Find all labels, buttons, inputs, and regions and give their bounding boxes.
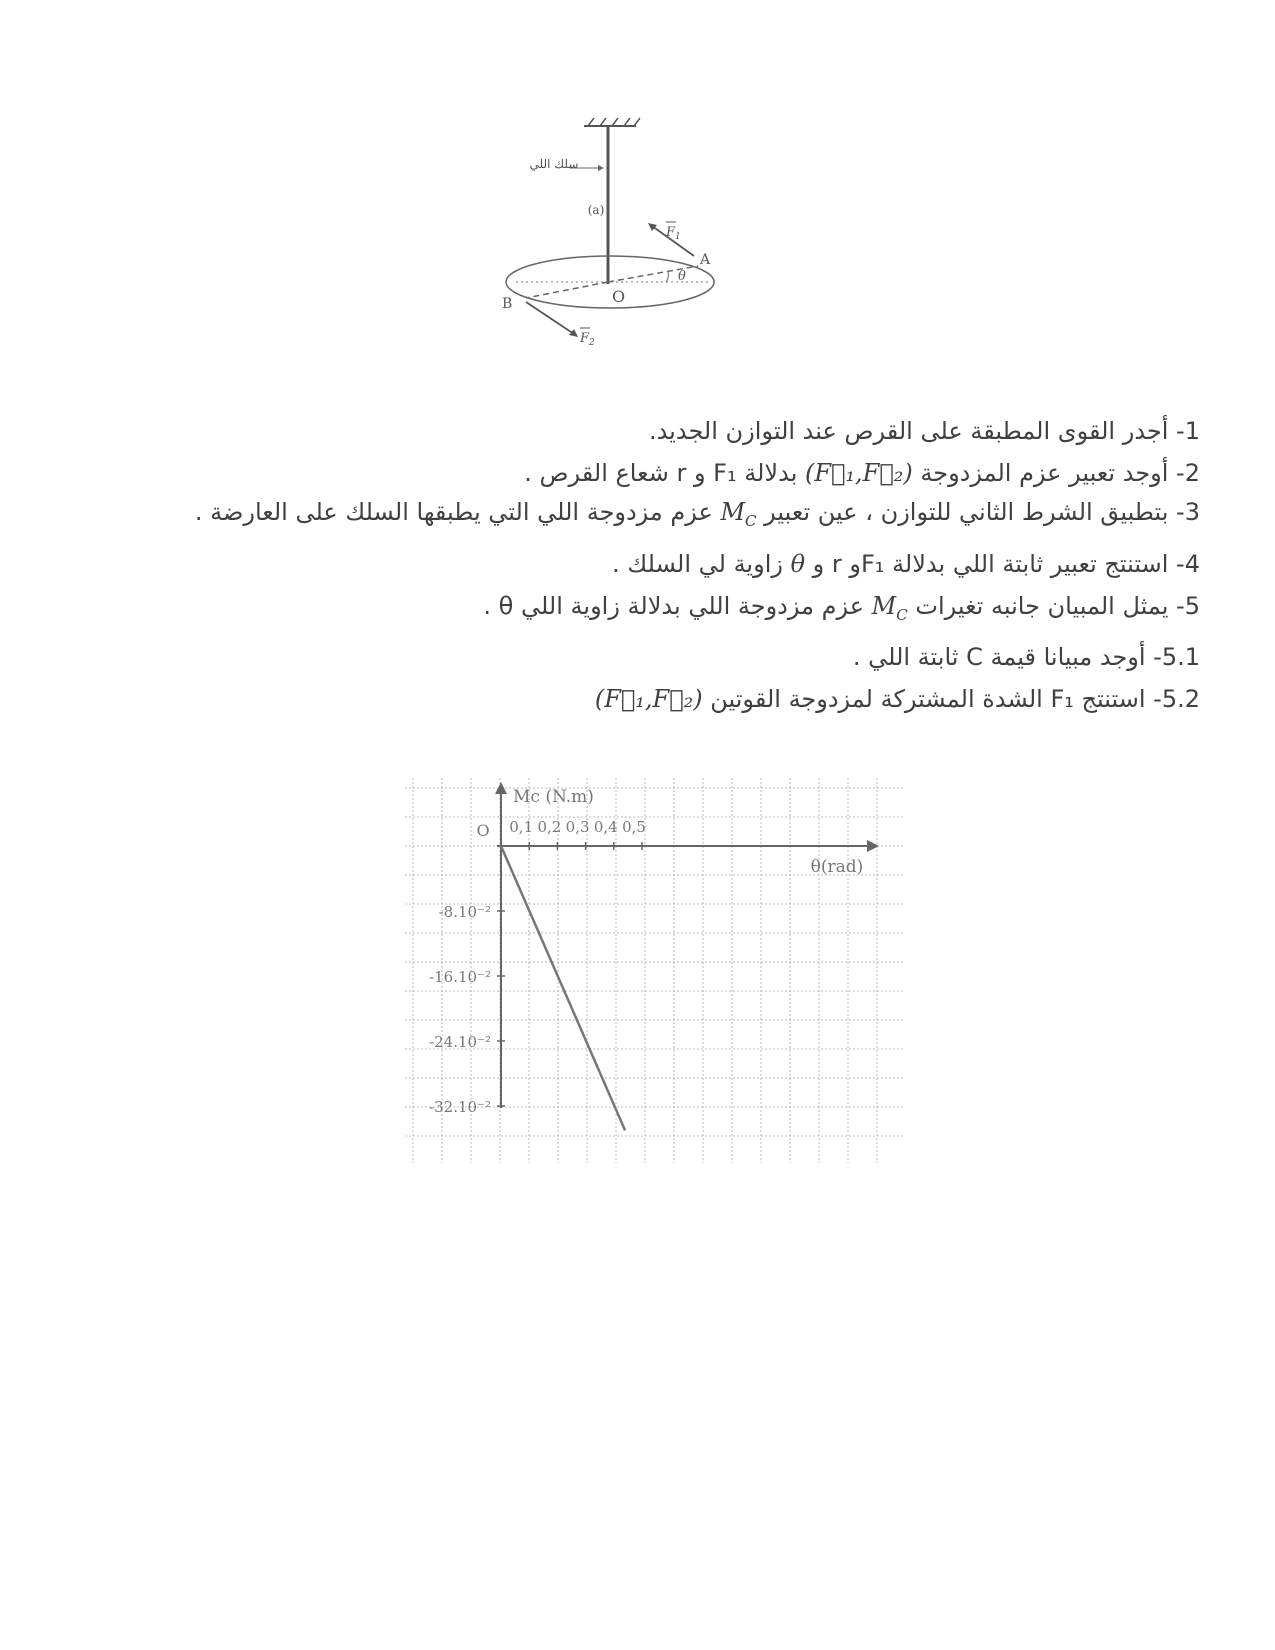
origin-label: O — [476, 821, 490, 840]
question-2-text: 2- أوجد تعبير عزم المزدوجة — [912, 459, 1200, 487]
y-tick-label: -32.10⁻² — [429, 1098, 491, 1116]
x-tick-label: 0,2 — [537, 818, 562, 836]
question-5-1 — [100, 636, 1200, 678]
question-3-text: 3- بتطبيق الشرط الثاني للتوازن ، عين تعبير — [756, 498, 1200, 526]
chart-svg — [405, 778, 905, 1163]
force1-label: $F_1$ — [666, 225, 681, 242]
question-4-text: 4- استنتج تعبير ثابتة اللي بدلالة F₁و r و — [805, 549, 1200, 578]
question-3-tail: عزم مزدوجة اللي التي يطبقها السلك على العارضة . — [194, 498, 721, 526]
question-3 — [100, 494, 1200, 539]
question-1 — [100, 410, 1200, 452]
question-2 — [100, 452, 1200, 494]
x-tick-label: 0,4 — [593, 818, 618, 836]
question-5 — [100, 585, 1200, 636]
question-5-2-math: (F⃗₁,F⃗₂) — [594, 684, 703, 713]
wire-tag: (a) — [587, 203, 605, 217]
wire-label: سلك اللي — [529, 157, 579, 171]
force2-arrow — [526, 302, 574, 334]
question-4-tail: زاوية لي السلك . — [612, 549, 791, 578]
torque-angle-chart — [405, 778, 905, 1163]
question-4-math: θ — [790, 549, 806, 578]
y-axis-label: Mc (N.m) — [513, 787, 594, 807]
y-tick-label: -24.10⁻² — [429, 1033, 491, 1051]
angle-arc — [666, 272, 668, 282]
question-5-text: 5- يمثل المبيان جانبه تغيرات — [907, 591, 1200, 620]
point-a-label: A — [700, 252, 711, 268]
question-3-math: $M_C$ — [720, 498, 757, 530]
y-tick-label: -16.10⁻² — [429, 968, 491, 986]
questions-block — [100, 410, 1200, 720]
question-4 — [100, 543, 1200, 585]
x-tick-label: 0,1 — [509, 818, 534, 836]
x-axis-label: θ(rad) — [810, 857, 864, 877]
y-tick-label: -8.10⁻² — [438, 903, 491, 921]
question-1-text: 1- أجدر القوى المطبقة على القرص عند التوازن الجديد. — [648, 417, 1200, 445]
radius-ob — [526, 282, 608, 298]
question-5-2-text: 5.2- استنتج F₁ الشدة المشتركة لمزدوجة القوتين — [702, 684, 1200, 713]
question-5-tail: عزم مزدوجة اللي بدلالة زاوية اللي θ . — [483, 591, 872, 620]
force2-label: $F_2$ — [580, 331, 595, 348]
question-2-tail: بدلالة F₁ و r شعاع القرص . — [524, 459, 806, 487]
question-2-math: (F⃗₁,F⃗₂) — [805, 459, 913, 487]
torsion-pendulum-figure — [502, 112, 748, 364]
torsion-pendulum-svg — [502, 112, 748, 364]
angle-label: θ — [678, 269, 686, 284]
point-b-label: B — [502, 296, 513, 312]
x-tick-label: 0,5 — [622, 818, 646, 836]
question-5-math: $M_C$ — [871, 591, 908, 624]
ceiling-hatch — [588, 118, 640, 126]
question-5-1-text: 5.1- أوجد مبيانا قيمة C ثابتة اللي . — [852, 642, 1200, 671]
question-5-2 — [100, 678, 1200, 720]
x-tick-label: 0,3 — [565, 818, 590, 836]
point-o-label: O — [612, 287, 626, 306]
